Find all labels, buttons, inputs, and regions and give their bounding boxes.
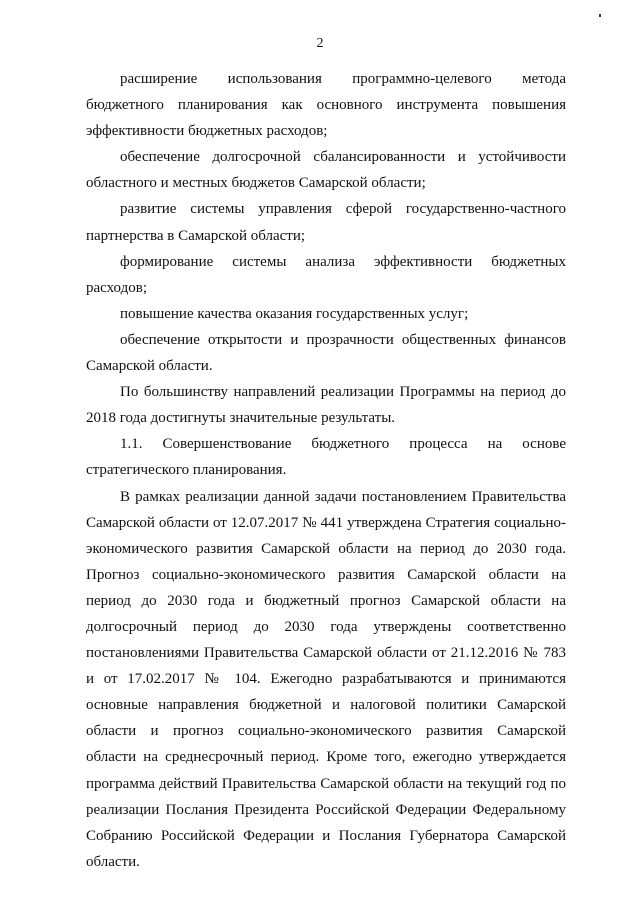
paragraph-budget-planning-method: расширение использования программно-целевого метода бюджетного планирования как основного инструмента повышения эффективности бюджетных расходов; (86, 71, 566, 140)
paragraph-budget-balance: обеспечение долгосрочной сбалансированности и устойчивости областного и местных бюджетов Самарской области; (86, 149, 566, 192)
paragraph-expenditure-analysis: формирование системы анализа эффективности бюджетных расходов; (86, 253, 566, 296)
paragraph-public-services-quality: повышение качества оказания государственных услуг; (120, 305, 469, 322)
paragraph-finance-transparency: обеспечение открытости и прозрачности общественных финансов Самарской области. (86, 331, 566, 375)
paragraph-strategy-details: В рамках реализации данной задачи постановлением Правительства Самарской области от 12.07.2017 № 441 утверждена Стратегия социально-экономического развития Самарской области на период до 2030 года. Прогноз социально-экономического развития Самарской области на период до 2030 года и бюджетный прогноз Самарской области на долгосрочный период до 2030 года утверждены соответственно постановлениями Правительства Самарской области от 21.12.2016 № 783 и от 17.02.2017 № 104. Ежегодно разрабатываются и принимаются основные направления бюджетной и налоговой политики Самарской области и прогноз социально-экономического развития Самарской области на среднесрочный период. Кроме того, ежегодно утверждается программа действий Правительства Самарской области на текущий год по реализации Послания Президента Российской Федерации Федеральному Собранию Российской Федерации и Послания Губернатора Самарской области. (86, 488, 566, 870)
paragraph-results-summary: По большинству направлений реализации Программы на период до 2018 года достигнуты значительные результаты. (86, 384, 566, 427)
section-heading-1-1: 1.1. Совершенствование бюджетного процесса на основе стратегического планирования. (86, 436, 566, 479)
page-number: 2 (316, 36, 324, 51)
document-body (86, 66, 566, 875)
scan-speck (599, 14, 601, 17)
paragraph-public-private-partnership: развитие системы управления сферой государственно-частного партнерства в Самарской области; (86, 201, 566, 244)
